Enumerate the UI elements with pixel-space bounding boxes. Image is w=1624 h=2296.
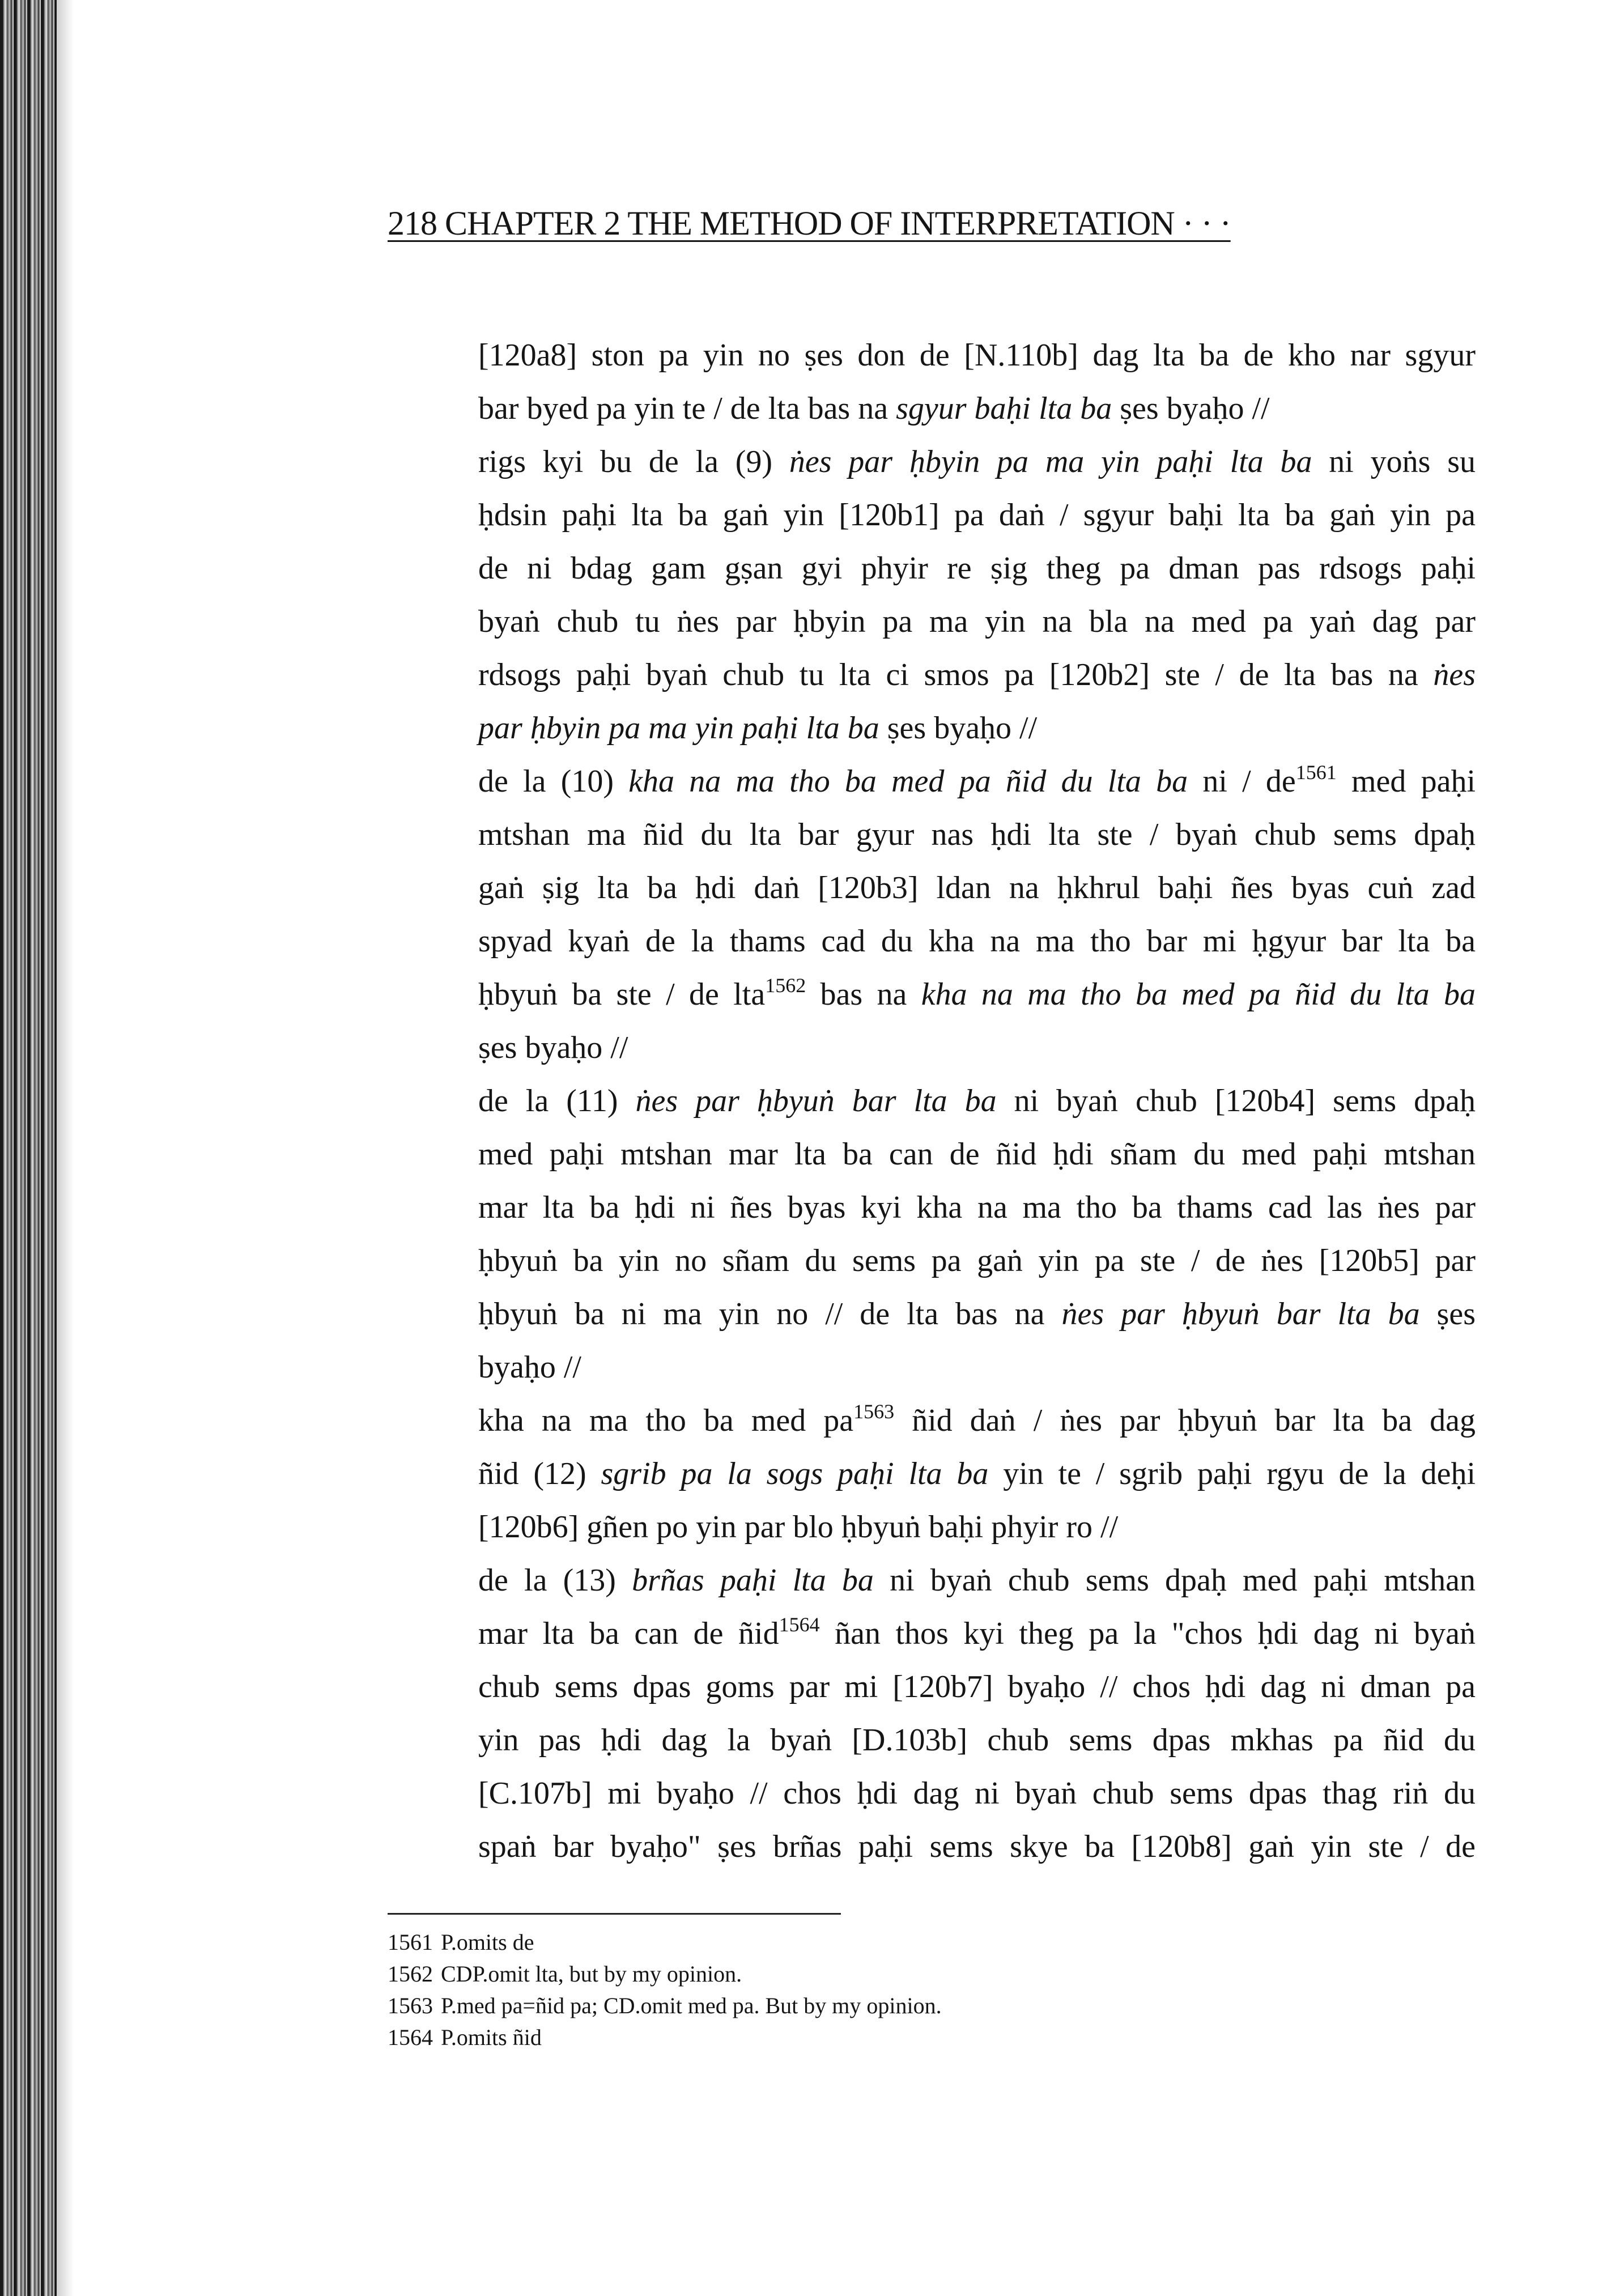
text-run: byaṅ chub tu ṅes par ḥbyin pa ma yin na bla na med pa yaṅ dag par	[478, 604, 1476, 639]
text-run: med paḥi	[1336, 764, 1476, 799]
text-line	[478, 968, 1476, 1021]
text-line	[478, 861, 1476, 915]
text-run: ni yoṅs su	[1312, 444, 1476, 479]
text-run: byaḥo //	[478, 1350, 581, 1385]
italic-term: par ḥbyin pa ma yin paḥi lta ba	[478, 711, 879, 746]
footnote-ref: 1562	[765, 974, 806, 997]
footnote-number: 1561	[388, 1929, 433, 1955]
text-line	[478, 329, 1476, 382]
text-line	[478, 1181, 1476, 1234]
footnote-number: 1562	[388, 1961, 433, 1987]
footnote	[388, 2022, 1294, 2053]
text-run: [120b6] gñen po yin par blo ḥbyuṅ baḥi phyir ro //	[478, 1510, 1119, 1545]
text-run: kha na ma tho ba med pa	[478, 1403, 854, 1438]
text-run: mtshan ma ñid du lta bar gyur nas ḥdi lta ste / byaṅ chub sems dpaḥ	[478, 817, 1476, 852]
italic-term: brñas paḥi lta ba	[632, 1563, 874, 1598]
footnotes	[388, 1927, 1294, 2053]
text-run: gaṅ ṣig lta ba ḥdi daṅ [120b3] ldan na ḥkhrul baḥi ñes byas cuṅ zad	[478, 870, 1476, 905]
text-run: bar byed pa yin te / de lta bas na	[478, 391, 896, 426]
text-line	[478, 1714, 1476, 1767]
italic-term: ṅes par ḥbyuṅ bar lta ba	[1061, 1296, 1420, 1332]
running-header: 218 CHAPTER 2 THE METHOD OF INTERPRETATION · · ·	[388, 205, 1231, 242]
footnote-ref: 1561	[1295, 761, 1337, 784]
italic-term: sgyur baḥi lta ba	[896, 391, 1112, 426]
text-line	[478, 382, 1476, 435]
text-line	[478, 1500, 1476, 1554]
footnote-text: P.omits de	[441, 1929, 534, 1955]
text-run: ni byaṅ chub sems dpaḥ med paḥi mtshan	[873, 1563, 1476, 1598]
text-run: ḥdsin paḥi lta ba gaṅ yin [120b1] pa daṅ / sgyur baḥi lta ba gaṅ yin pa	[478, 498, 1476, 533]
text-run: ṣes byaḥo //	[478, 1030, 628, 1065]
text-run: ṣes	[1419, 1296, 1476, 1332]
text-line	[478, 755, 1476, 808]
text-run: ḥbyuṅ ba yin no sñam du sems pa gaṅ yin pa ste / de ṅes [120b5] par	[478, 1243, 1476, 1278]
text-run: rdsogs paḥi byaṅ chub tu lta ci smos pa [120b2] ste / de lta bas na	[478, 657, 1434, 692]
footnote-ref: 1563	[853, 1400, 895, 1423]
text-run: ñid daṅ / ṅes par ḥbyuṅ bar lta ba dag	[894, 1403, 1476, 1438]
text-run: mar lta ba ḥdi ni ñes byas kyi kha na ma tho ba thams cad las ṅes par	[478, 1190, 1476, 1225]
text-run: ni / de	[1188, 764, 1296, 799]
binding-shadow	[57, 0, 74, 2296]
text-run: [C.107b] mi byaḥo // chos ḥdi dag ni byaṅ chub sems dpas thag riṅ du	[478, 1776, 1476, 1811]
text-line	[478, 1607, 1476, 1660]
text-run: ṣes byaḥo //	[1112, 391, 1270, 426]
text-line	[478, 1447, 1476, 1500]
text-line	[478, 1128, 1476, 1181]
text-line	[478, 595, 1476, 648]
italic-term: ṅes	[1433, 657, 1476, 692]
text-run: ṣes byaḥo //	[879, 711, 1038, 746]
text-run: ñan thos kyi theg pa la "chos ḥdi dag ni byaṅ	[819, 1616, 1476, 1651]
text-line	[478, 542, 1476, 595]
text-run: rigs kyi bu de la (9)	[478, 444, 789, 479]
italic-term: kha na ma tho ba med pa ñid du lta ba	[628, 764, 1188, 799]
text-line	[478, 701, 1476, 755]
footnote-number: 1564	[388, 2025, 433, 2050]
text-line	[478, 1394, 1476, 1447]
text-run: de la (10)	[478, 764, 629, 799]
italic-term: kha na ma tho ba med pa ñid du lta ba	[921, 977, 1476, 1012]
footnote-number: 1563	[388, 1993, 433, 2018]
text-line	[478, 435, 1476, 488]
text-run: yin pas ḥdi dag la byaṅ [D.103b] chub sems dpas mkhas pa ñid du	[478, 1723, 1476, 1758]
text-run: mar lta ba can de ñid	[478, 1616, 779, 1651]
text-line	[478, 648, 1476, 701]
text-run: ni byaṅ chub [120b4] sems dpaḥ	[996, 1083, 1476, 1119]
text-run: de la (13)	[478, 1563, 632, 1598]
text-line	[478, 488, 1476, 542]
text-line	[478, 1554, 1476, 1607]
italic-term: ṅes par ḥbyin pa ma yin paḥi lta ba	[789, 444, 1312, 479]
body-text	[478, 329, 1476, 1873]
text-run: chub sems dpas goms par mi [120b7] byaḥo // chos ḥdi dag ni dman pa	[478, 1669, 1476, 1704]
text-line	[478, 1820, 1476, 1873]
italic-term: sgrib pa la sogs paḥi lta ba	[601, 1456, 989, 1491]
footnote-text: CDP.omit lta, but by my opinion.	[441, 1961, 742, 1987]
text-line	[478, 1341, 1476, 1394]
text-run: ñid (12)	[478, 1456, 601, 1491]
text-run: de ni bdag gam gṣan gyi phyir re ṣig theg pa dman pas rdsogs paḥi	[478, 551, 1476, 586]
book-binding-edge	[0, 0, 57, 2296]
text-line	[478, 1767, 1476, 1820]
text-run: bas na	[806, 977, 921, 1012]
text-run: [120a8] ston pa yin no ṣes don de [N.110b] dag lta ba de kho nar sgyur	[478, 338, 1476, 373]
text-run: spaṅ bar byaḥo" ṣes brñas paḥi sems skye ba [120b8] gaṅ yin ste / de	[478, 1829, 1476, 1864]
text-line	[478, 915, 1476, 968]
text-run: de la (11)	[478, 1083, 636, 1119]
italic-term: ṅes par ḥbyuṅ bar lta ba	[635, 1083, 997, 1119]
text-line	[478, 1287, 1476, 1341]
footnote-ref: 1564	[779, 1613, 820, 1636]
footnote	[388, 1990, 1294, 2022]
footnote-text: P.omits ñid	[441, 2025, 542, 2050]
text-line	[478, 1660, 1476, 1714]
text-line	[478, 1074, 1476, 1128]
text-line	[478, 808, 1476, 861]
text-line	[478, 1234, 1476, 1287]
footnote-text: P.med pa=ñid pa; CD.omit med pa. But by my opinion.	[441, 1993, 942, 2018]
text-line	[478, 1021, 1476, 1074]
text-run: ḥbyuṅ ba ni ma yin no // de lta bas na	[478, 1296, 1062, 1332]
footnote	[388, 1958, 1294, 1990]
text-run: med paḥi mtshan mar lta ba can de ñid ḥdi sñam du med paḥi mtshan	[478, 1137, 1476, 1172]
text-run: ḥbyuṅ ba ste / de lta	[478, 977, 766, 1012]
text-run: spyad kyaṅ de la thams cad du kha na ma tho bar mi ḥgyur bar lta ba	[478, 924, 1476, 959]
footnote	[388, 1927, 1294, 1958]
text-run: yin te / sgrib paḥi rgyu de la deḥi	[988, 1456, 1476, 1491]
footnote-rule	[388, 1913, 841, 1915]
